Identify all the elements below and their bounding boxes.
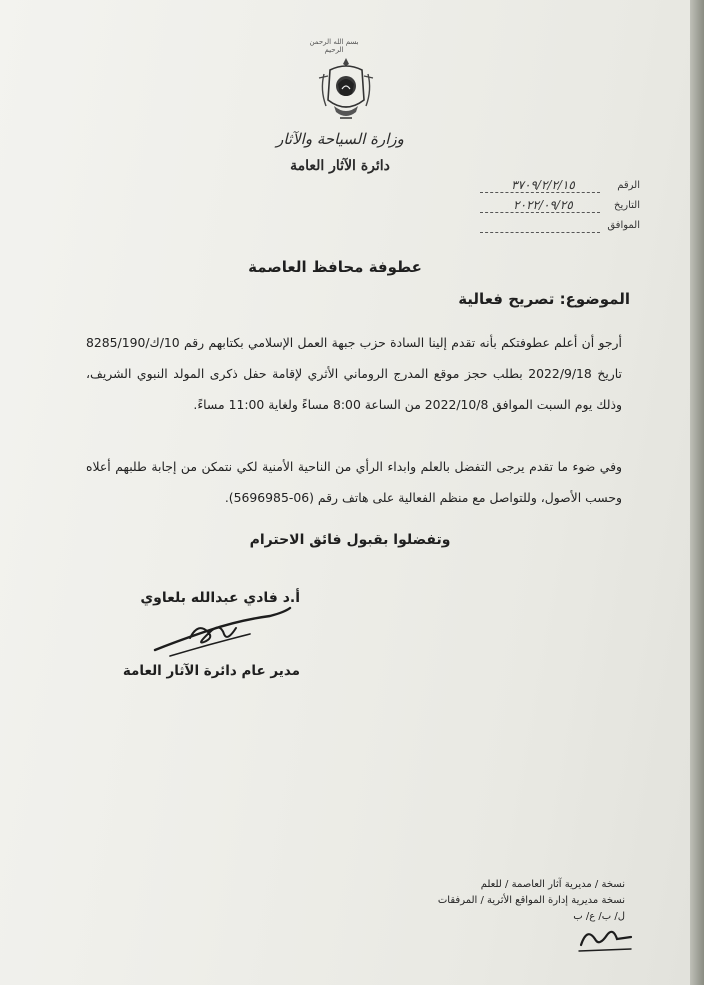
jordan-coat-of-arms-icon: [316, 56, 376, 124]
reference-number-label: الرقم: [617, 180, 640, 191]
date-row: [480, 198, 640, 216]
copy-line-3: ل/ ب/ ع/ ب: [573, 911, 625, 922]
copy-line-1: نسخة / مديرية آثار العاصمة / للعلم: [480, 879, 625, 890]
subject-line: الموضوع: تصريح فعالية: [458, 290, 630, 308]
date-value: ٢٠٢٢/٠٩/٢٥: [513, 198, 573, 212]
closing-line: وتفضلوا بقبول فائق الاحترام: [249, 532, 451, 548]
date-label: التاريخ: [614, 200, 640, 211]
body-paragraph-1: أرجو أن أعلم عطوفتكم بأنه تقدم إلينا السادة حزب جبهة العمل الإسلامي بكتابهم رقم 10/ك/8285/190 تاريخ 2022/9/18 بطلب حجز موقع المدرج الروماني الأثري لإقامة حفل ذكرى المولد النبوي الشريف، وذلك يوم السبت الموافق 2022/10/8 من الساعة 8:00 مساءً ولغاية 11:00 مساءً.: [86, 335, 623, 412]
department-name: دائرة الآثار العامة: [290, 158, 390, 174]
initials-signature: [575, 915, 635, 955]
signatory-title: مدير عام دائرة الآثار العامة: [122, 663, 300, 679]
reference-number-value: ٣٧٠٩/٢/٢/١٥: [511, 178, 575, 192]
reference-number-row: [480, 178, 640, 196]
page-edge-shadow: [690, 0, 704, 985]
copy-line-2: نسخة مديرية إدارة المواقع الأثرية / المرفقات: [437, 895, 625, 906]
corresponding-date-row: [480, 218, 640, 236]
handwritten-signature: [150, 604, 300, 659]
body-paragraph-2: وفي ضوء ما تقدم يرجى التفضل بالعلم وابداء الرأي من الناحية الأمنية لكي نتمكن من إجابة طلبهم أعلاه وحسب الأصول، وللتواصل مع منظم الفعالية على هاتف رقم (06-5696985).: [86, 459, 622, 505]
recipient-line: عطوفة محافظ العاصمة: [248, 258, 422, 276]
ministry-name: وزارة السياحة والآثار: [276, 130, 404, 148]
basmala-header: بسم الله الرحمن الرحيم: [309, 38, 359, 54]
signatory-name: أ.د فادي عبدالله بلعاوي: [140, 590, 300, 606]
corresponding-date-label: الموافق: [607, 220, 640, 231]
